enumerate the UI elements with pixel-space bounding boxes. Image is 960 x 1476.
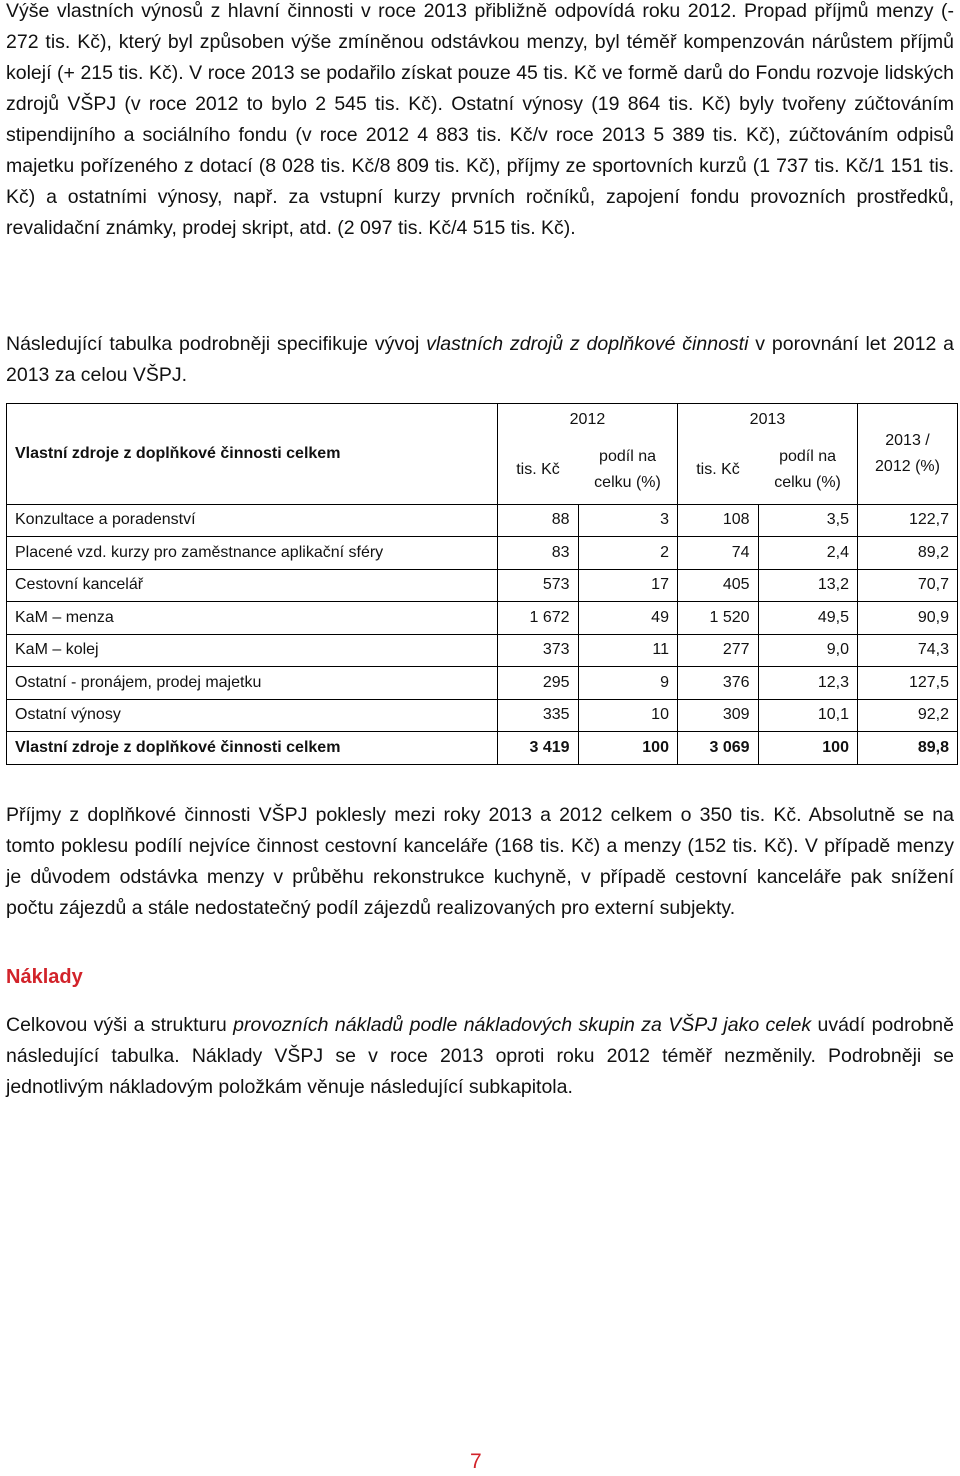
value-2013: 108 xyxy=(677,504,758,537)
row-label: Placené vzd. kurzy pro zaměstnance aplikační sféry xyxy=(7,537,498,570)
value-2012: 295 xyxy=(497,667,578,700)
share-2013: 9,0 xyxy=(758,634,857,667)
supplementary-activity-table xyxy=(6,403,958,765)
share-2013: 2,4 xyxy=(758,537,857,570)
ratio-value: 127,5 xyxy=(857,667,957,700)
ratio-value: 122,7 xyxy=(857,504,957,537)
page-number: 7 xyxy=(470,1450,482,1473)
share-2012: 2 xyxy=(578,537,677,570)
paragraph-decline-analysis: Příjmy z doplňkové činnosti VŠPJ poklesly mezi roky 2013 a 2012 celkem o 350 tis. Kč. Absolutně se na tomto poklesu podílí nejvíce činnost cestovní kanceláře (168 tis. Kč) a menzy (152 tis. Kč). V případě menzy je důvodem odstávka menzy v průběhu rekonstrukce kuchyně, v případě cestovní kanceláře pak snížení počtu zájezdů a stále nedostatečný podíl zájezdů realizovaných pro externí subjekty. xyxy=(6,804,954,919)
ratio-value: 92,2 xyxy=(857,699,957,732)
year-2012-header: 2012 xyxy=(497,404,677,436)
total-share-2012: 100 xyxy=(578,732,677,765)
row-label: Konzultace a poradenství xyxy=(7,504,498,537)
total-share-2013: 100 xyxy=(758,732,857,765)
row-label: KaM – menza xyxy=(7,602,498,635)
share-2013: 49,5 xyxy=(758,602,857,635)
value-2013: 309 xyxy=(677,699,758,732)
share-2013: 10,1 xyxy=(758,699,857,732)
paragraph-costs-intro xyxy=(6,1010,954,1103)
share-2012: 9 xyxy=(578,667,677,700)
ratio-value: 74,3 xyxy=(857,634,957,667)
table-row xyxy=(7,634,958,667)
value-2012: 373 xyxy=(497,634,578,667)
text-run: Celkovou výši a strukturu xyxy=(6,1014,234,1036)
italic-text-run: vlastních zdrojů z doplňkové činnosti xyxy=(426,333,749,355)
italic-text-run: provozních nákladů podle nákladových skupin za VŠPJ jako celek xyxy=(233,1014,812,1036)
value-2013: 277 xyxy=(677,634,758,667)
total-label: Vlastní zdroje z doplňkové činnosti celkem xyxy=(7,732,498,765)
row-label: Cestovní kancelář xyxy=(7,569,498,602)
text-run: uvádí podrobně následující tabulka. Náklady VŠPJ se v roce 2013 oproti roku 2012 téměř nezměnily. Podrobněji se jednotlivým nákladovým položkám věnuje následující subkapitola. xyxy=(6,1014,954,1098)
share-2013: 12,3 xyxy=(758,667,857,700)
value-2012: 88 xyxy=(497,504,578,537)
ratio-header: 2013 / 2012 (%) xyxy=(857,404,957,505)
total-ratio: 89,8 xyxy=(857,732,957,765)
share-2013: 13,2 xyxy=(758,569,857,602)
value-2012: 1 672 xyxy=(497,602,578,635)
table-row xyxy=(7,699,958,732)
share-2012: 11 xyxy=(578,634,677,667)
row-label: Ostatní - pronájem, prodej majetku xyxy=(7,667,498,700)
share-2012: 49 xyxy=(578,602,677,635)
text-run: Následující tabulka podrobněji specifikuje vývoj xyxy=(6,333,427,355)
paragraph-table-intro xyxy=(6,329,954,391)
table-row xyxy=(7,569,958,602)
value-2013: 1 520 xyxy=(677,602,758,635)
paragraph-own-revenues: Výše vlastních výnosů z hlavní činnosti v roce 2013 přibližně odpovídá roku 2012. Propad příjmů menzy (- 272 tis. Kč), který byl způsoben výše zmíněnou odstávkou menzy, byl téměř kompenzován nárůstem příjmů kolejí (+ 215 tis. Kč). V roce 2013 se podařilo získat pouze 45 tis. Kč ve formě darů do Fondu rozvoje lidských zdrojů VŠPJ (v roce 2012 to bylo 2 545 tis. Kč). Ostatní výnosy (19 864 tis. Kč) byly tvořeny zúčtováním stipendijního a sociálního fondu (v roce 2012 4 883 tis. Kč/v roce 2013 5 389 tis. Kč), zúčtováním odpisů majetku pořízeného z dotací (8 028 tis. Kč/8 809 tis. Kč), příjmy ze sportovních kurzů (1 737 tis. Kč/1 151 tis. Kč) a ostatními výnosy, např. za vstupní kurzy prvních ročníků, zapojení fondu provozních prostředků, revalidační známky, prodej skript, atd. (2 097 tis. Kč/4 515 tis. Kč). xyxy=(6,0,954,239)
table-total-row xyxy=(7,732,958,765)
share-2012: 10 xyxy=(578,699,677,732)
table-row xyxy=(7,602,958,635)
table-row xyxy=(7,537,958,570)
total-2013: 3 069 xyxy=(677,732,758,765)
section-heading-costs: Náklady xyxy=(6,966,83,988)
row-label: KaM – kolej xyxy=(7,634,498,667)
value-2013: 405 xyxy=(677,569,758,602)
year-2013-header: 2013 xyxy=(677,404,857,436)
col-2013-tis: tis. Kč xyxy=(677,436,758,505)
ratio-value: 90,9 xyxy=(857,602,957,635)
value-2012: 83 xyxy=(497,537,578,570)
table-title-cell: Vlastní zdroje z doplňkové činnosti celkem xyxy=(7,404,498,505)
value-2012: 573 xyxy=(497,569,578,602)
share-2012: 17 xyxy=(578,569,677,602)
share-2012: 3 xyxy=(578,504,677,537)
ratio-value: 89,2 xyxy=(857,537,957,570)
value-2013: 376 xyxy=(677,667,758,700)
row-label: Ostatní výnosy xyxy=(7,699,498,732)
table-header-row xyxy=(7,404,958,436)
ratio-value: 70,7 xyxy=(857,569,957,602)
share-2013: 3,5 xyxy=(758,504,857,537)
table-row xyxy=(7,667,958,700)
col-2013-share: podíl na celku (%) xyxy=(758,436,857,505)
col-2012-tis: tis. Kč xyxy=(497,436,578,505)
value-2013: 74 xyxy=(677,537,758,570)
total-2012: 3 419 xyxy=(497,732,578,765)
value-2012: 335 xyxy=(497,699,578,732)
text-run: v porovnání let 2012 a 2013 za celou VŠPJ. xyxy=(6,333,954,386)
table-row xyxy=(7,504,958,537)
col-2012-share: podíl na celku (%) xyxy=(578,436,677,505)
